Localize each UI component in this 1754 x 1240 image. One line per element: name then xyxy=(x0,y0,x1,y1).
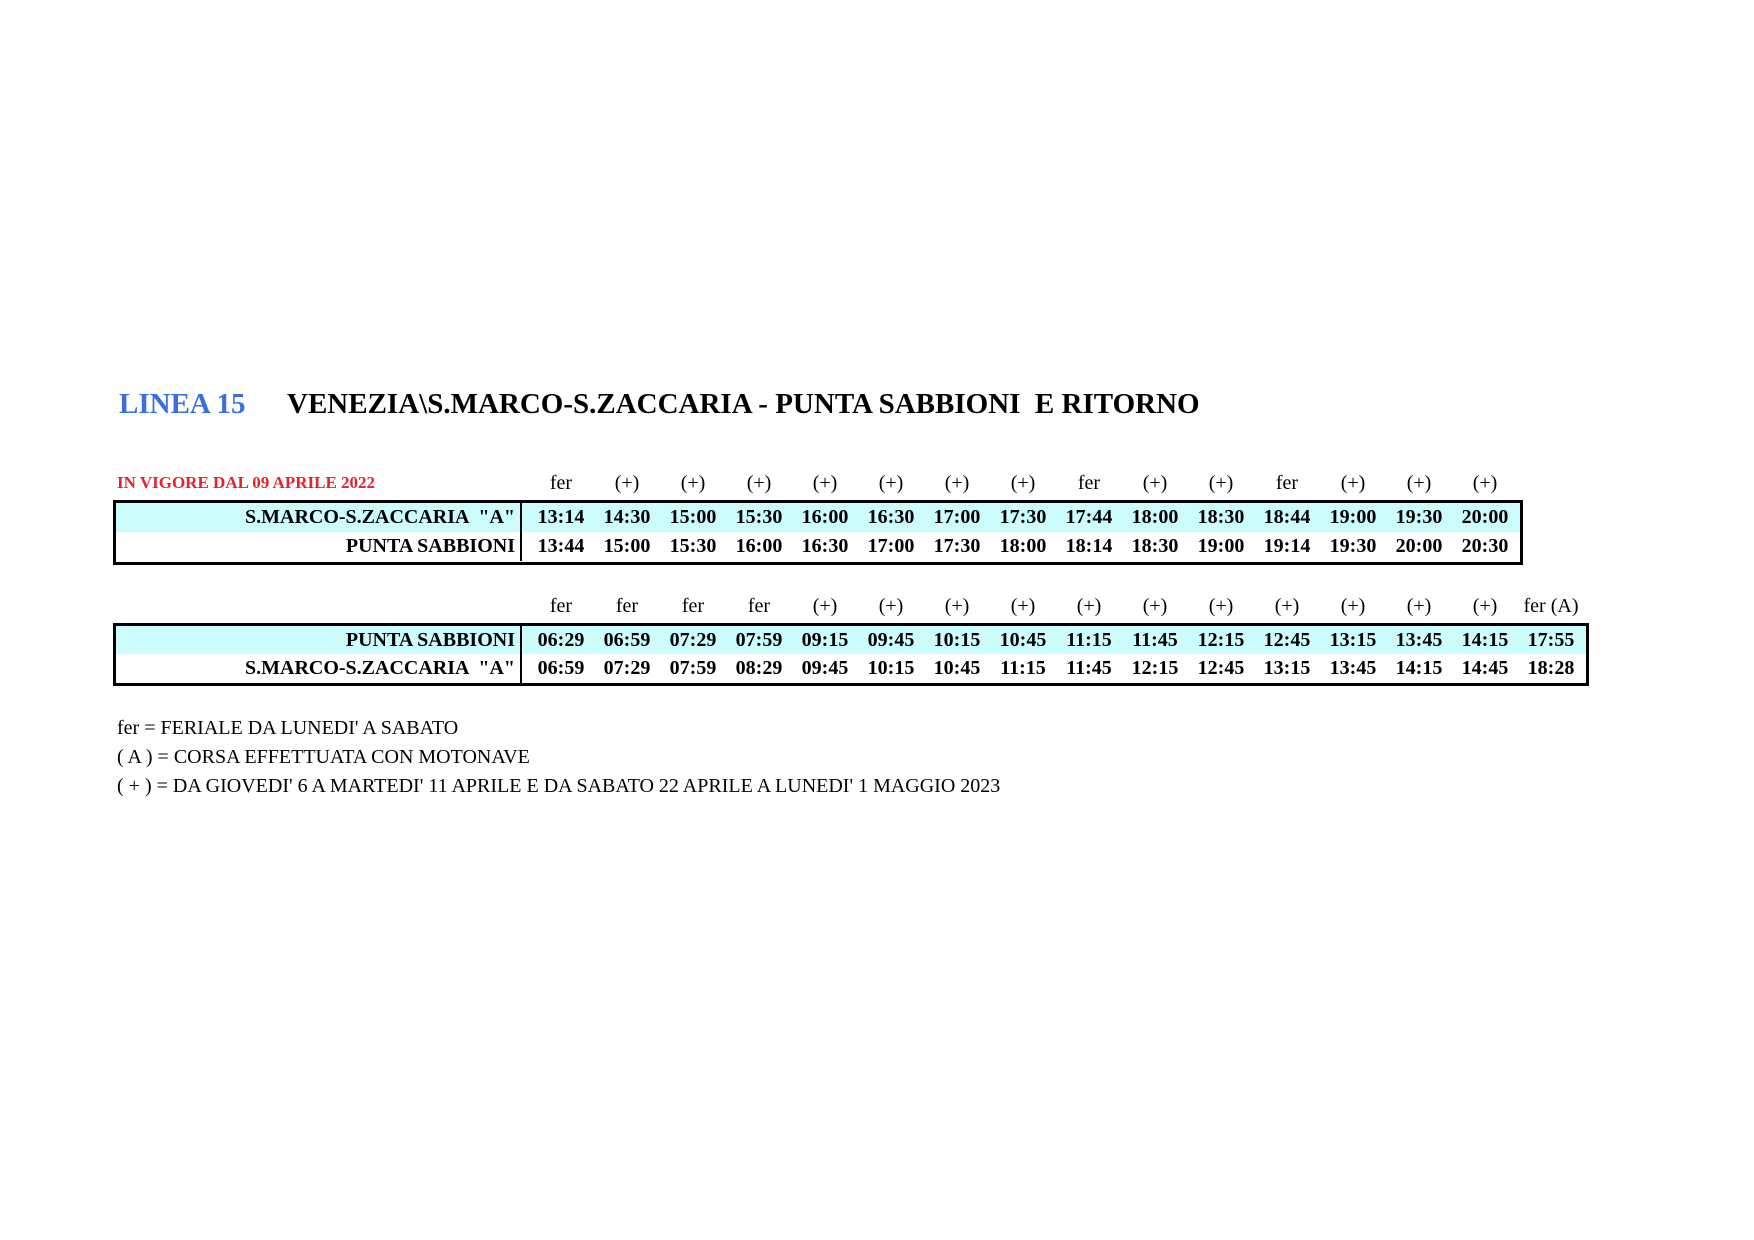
departure-time: 13:15 xyxy=(1329,629,1377,651)
departure-time: 18:30 xyxy=(1197,506,1245,528)
outbound-note: (+) xyxy=(1340,472,1366,494)
return-note: (+) xyxy=(1142,595,1168,617)
legend xyxy=(117,714,1000,801)
departure-time: 19:00 xyxy=(1329,506,1377,528)
arrival-time: 15:30 xyxy=(669,535,717,557)
timetable-row xyxy=(116,626,1586,654)
outbound-note: (+) xyxy=(1406,472,1432,494)
departure-time: 17:00 xyxy=(933,506,981,528)
departure-time: 14:30 xyxy=(603,506,651,528)
arrival-time: 10:45 xyxy=(933,657,981,679)
stop-name: PUNTA SABBIONI xyxy=(116,626,522,654)
arrival-time: 09:45 xyxy=(801,657,849,679)
return-note: (+) xyxy=(1010,595,1036,617)
outbound-note: (+) xyxy=(944,472,970,494)
return-note: (+) xyxy=(1340,595,1366,617)
arrival-time: 10:15 xyxy=(867,657,915,679)
route-title: VENEZIA\S.MARCO-S.ZACCARIA - PUNTA SABBIONI E RITORNO xyxy=(287,388,1200,420)
departure-time: 16:00 xyxy=(801,506,849,528)
arrival-time: 14:15 xyxy=(1395,657,1443,679)
departure-time: 16:30 xyxy=(867,506,915,528)
outbound-note: (+) xyxy=(680,472,706,494)
departure-time: 10:45 xyxy=(999,629,1047,651)
arrival-time: 18:30 xyxy=(1131,535,1179,557)
outbound-timetable xyxy=(113,500,1523,565)
arrival-time: 13:44 xyxy=(537,535,585,557)
departure-time: 13:45 xyxy=(1395,629,1443,651)
arrival-time: 12:45 xyxy=(1197,657,1245,679)
outbound-note: (+) xyxy=(746,472,772,494)
arrival-time: 07:59 xyxy=(669,657,717,679)
outbound-note: fer xyxy=(1275,472,1299,494)
return-notes-row xyxy=(528,595,1628,621)
legend-motonave: ( A ) = CORSA EFFETTUATA CON MOTONAVE xyxy=(117,746,530,768)
arrival-time: 11:45 xyxy=(1066,657,1112,679)
arrival-time: 19:00 xyxy=(1197,535,1245,557)
departure-time: 11:45 xyxy=(1132,629,1178,651)
outbound-note: (+) xyxy=(878,472,904,494)
departure-time: 12:45 xyxy=(1263,629,1311,651)
return-note: (+) xyxy=(812,595,838,617)
return-note: (+) xyxy=(944,595,970,617)
departure-time: 19:30 xyxy=(1395,506,1443,528)
return-note: (+) xyxy=(1274,595,1300,617)
arrival-time: 16:00 xyxy=(735,535,783,557)
return-note: fer (A) xyxy=(1523,595,1579,617)
arrival-time: 20:30 xyxy=(1461,535,1509,557)
outbound-note: fer xyxy=(549,472,573,494)
outbound-note: (+) xyxy=(1010,472,1036,494)
departure-time: 18:44 xyxy=(1263,506,1311,528)
outbound-note: (+) xyxy=(812,472,838,494)
arrival-time: 12:15 xyxy=(1131,657,1179,679)
outbound-note: fer xyxy=(1077,472,1101,494)
outbound-notes-row xyxy=(528,472,1528,498)
departure-time: 11:15 xyxy=(1066,629,1112,651)
line-number: LINEA 15 xyxy=(119,388,246,420)
legend-fer: fer = FERIALE DA LUNEDI' A SABATO xyxy=(117,717,459,739)
return-note: fer xyxy=(747,595,771,617)
arrival-time: 13:45 xyxy=(1329,657,1377,679)
outbound-note: (+) xyxy=(1208,472,1234,494)
outbound-note: (+) xyxy=(1142,472,1168,494)
outbound-note: (+) xyxy=(614,472,640,494)
return-note: fer xyxy=(615,595,639,617)
arrival-time: 08:29 xyxy=(735,657,783,679)
timetable-row xyxy=(116,532,1520,561)
arrival-time: 18:14 xyxy=(1065,535,1113,557)
stop-name: S.MARCO-S.ZACCARIA "A" xyxy=(116,503,522,532)
timetable-row xyxy=(116,654,1586,683)
return-note: fer xyxy=(681,595,705,617)
return-timetable xyxy=(113,623,1589,686)
arrival-time: 18:28 xyxy=(1527,657,1575,679)
departure-time: 18:00 xyxy=(1131,506,1179,528)
departure-time: 17:55 xyxy=(1527,629,1575,651)
legend-plus: ( + ) = DA GIOVEDI' 6 A MARTEDI' 11 APRILE E DA SABATO 22 APRILE A LUNEDI' 1 MAGGIO 2023 xyxy=(117,775,1001,797)
departure-time: 07:59 xyxy=(735,629,783,651)
arrival-time: 17:00 xyxy=(867,535,915,557)
validity-notice: IN VIGORE DAL 09 APRILE 2022 xyxy=(117,473,376,492)
departure-time: 09:45 xyxy=(867,629,915,651)
stop-name: S.MARCO-S.ZACCARIA "A" xyxy=(116,654,522,683)
arrival-time: 14:45 xyxy=(1461,657,1509,679)
return-note: (+) xyxy=(1208,595,1234,617)
arrival-time: 16:30 xyxy=(801,535,849,557)
return-note: (+) xyxy=(1406,595,1432,617)
return-note: (+) xyxy=(878,595,904,617)
departure-time: 06:59 xyxy=(603,629,651,651)
departure-time: 10:15 xyxy=(933,629,981,651)
arrival-time: 15:00 xyxy=(603,535,651,557)
timetable-row xyxy=(116,503,1520,532)
return-note: fer xyxy=(549,595,573,617)
departure-time: 06:29 xyxy=(537,629,585,651)
arrival-time: 13:15 xyxy=(1263,657,1311,679)
departure-time: 14:15 xyxy=(1461,629,1509,651)
return-note: (+) xyxy=(1076,595,1102,617)
departure-time: 07:29 xyxy=(669,629,717,651)
arrival-time: 11:15 xyxy=(1000,657,1046,679)
arrival-time: 19:14 xyxy=(1263,535,1311,557)
arrival-time: 19:30 xyxy=(1329,535,1377,557)
arrival-time: 20:00 xyxy=(1395,535,1443,557)
departure-time: 15:00 xyxy=(669,506,717,528)
departure-time: 20:00 xyxy=(1461,506,1509,528)
outbound-note: (+) xyxy=(1472,472,1498,494)
departure-time: 17:30 xyxy=(999,506,1047,528)
arrival-time: 07:29 xyxy=(603,657,651,679)
arrival-time: 18:00 xyxy=(999,535,1047,557)
arrival-time: 06:59 xyxy=(537,657,585,679)
return-note: (+) xyxy=(1472,595,1498,617)
arrival-time: 17:30 xyxy=(933,535,981,557)
departure-time: 15:30 xyxy=(735,506,783,528)
departure-time: 09:15 xyxy=(801,629,849,651)
departure-time: 17:44 xyxy=(1065,506,1113,528)
departure-time: 12:15 xyxy=(1197,629,1245,651)
departure-time: 13:14 xyxy=(537,506,585,528)
page-title xyxy=(119,388,1200,421)
stop-name: PUNTA SABBIONI xyxy=(116,532,522,561)
